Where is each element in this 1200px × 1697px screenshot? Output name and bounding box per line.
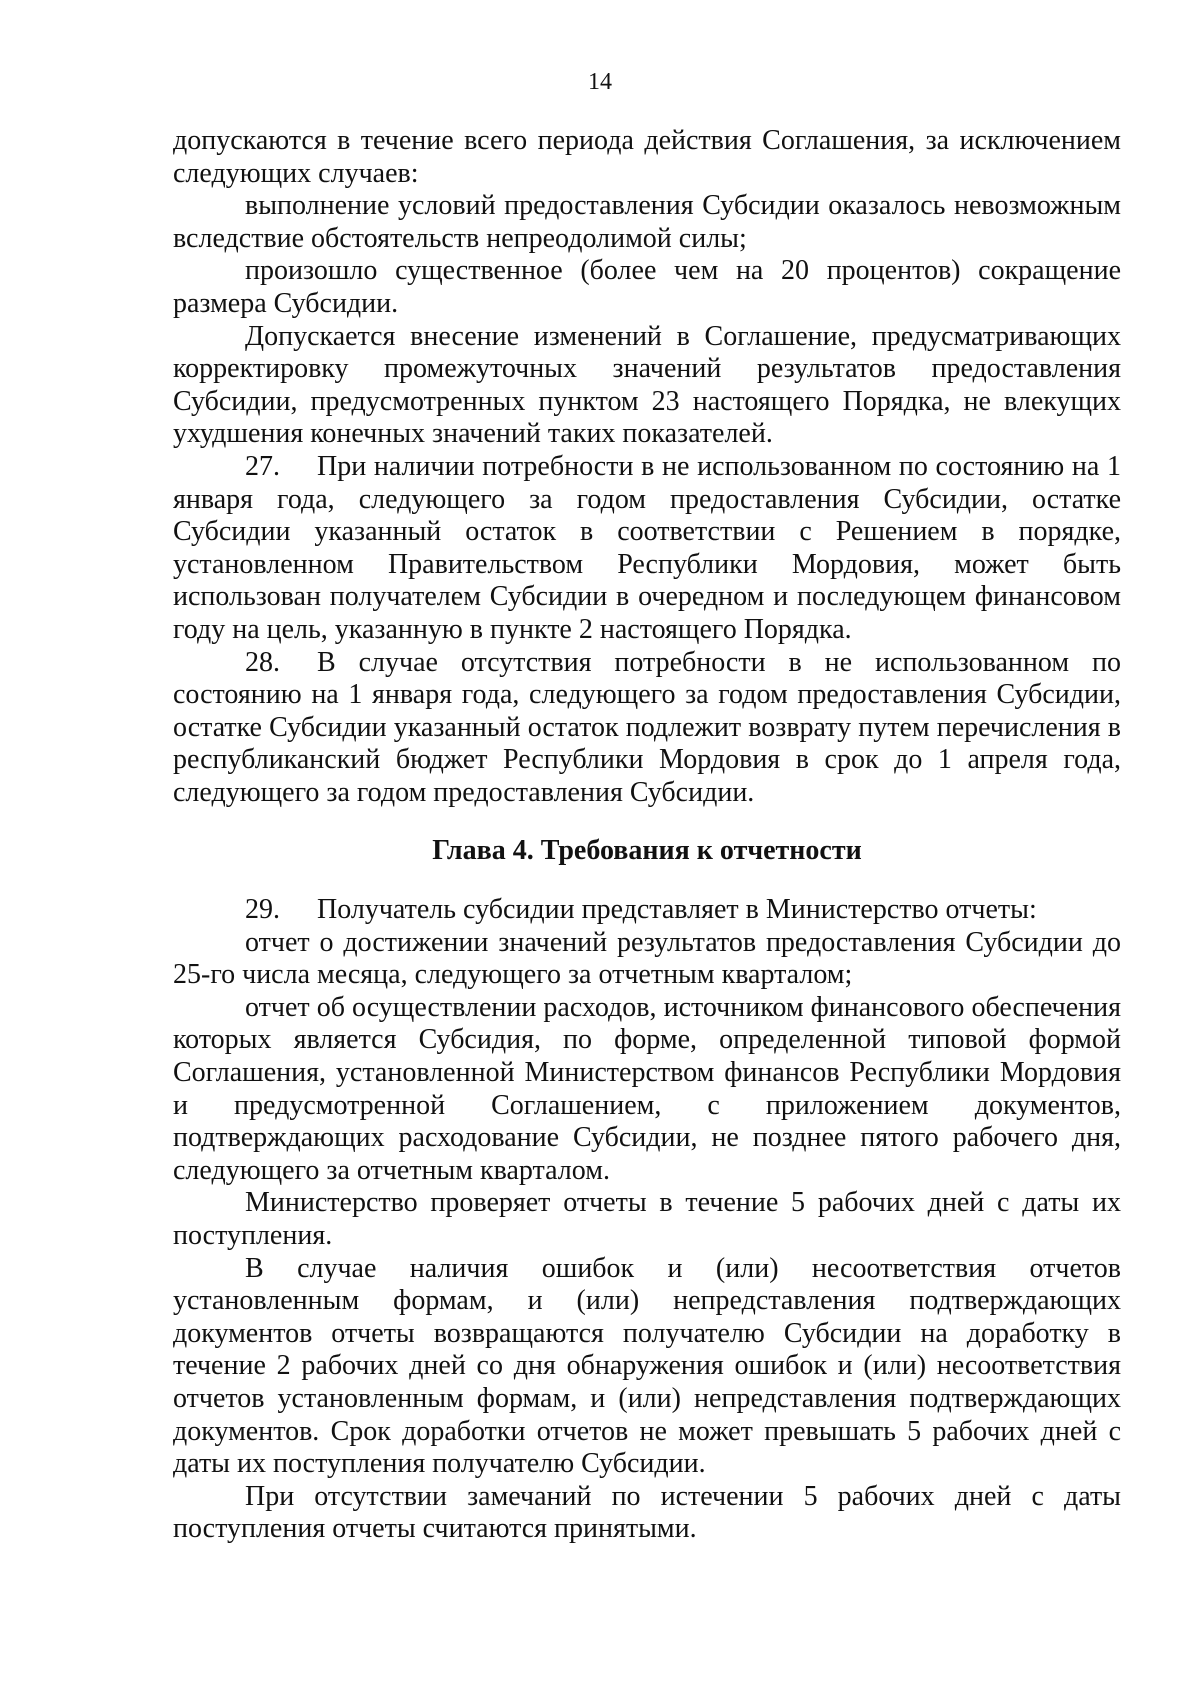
paragraph-results-report: отчет о достижении значений результатов предоставления Субсидии до 25-го числа месяца, следующего за отчетным кварталом;	[173, 926, 1121, 991]
paragraph-acceptance: При отсутствии замечаний по истечении 5 рабочих дней с даты поступления отчеты считаются принятыми.	[173, 1480, 1121, 1545]
item-29-text: Получатель субсидии представляет в Министерство отчеты:	[317, 894, 1037, 926]
page-number: 14	[588, 69, 612, 95]
chapter-heading: Глава 4. Требования к отчетности	[432, 835, 862, 867]
paragraph-continuation: допускаются в течение всего периода действия Соглашения, за исключением следующих случаев:	[173, 125, 1121, 189]
paragraph-subsidy-reduction: произошло существенное (более чем на 20 процентов) сокращение размера Субсидии.	[173, 255, 1121, 319]
item-28-number: 28.	[245, 646, 280, 678]
item-27	[173, 451, 1121, 647]
paragraph-ministry-check: Министерство проверяет отчеты в течение 5 рабочих дней с даты их поступления.	[173, 1187, 1121, 1251]
item-29-number: 29.	[245, 894, 280, 926]
item-27-text: При наличии потребности в не использованном по состоянию на 1 января года, следующего за годом предоставления Субсидии, остатке Субсидии указанный остаток в соответствии с Решением в порядке, установленном Правительством Республики Мордовия, может быть использован получателем Субсидии в очередном и последующем финансовом году на цель, указанную в пункте 2 настоящего Порядка.	[173, 450, 1121, 645]
item-28	[173, 647, 1121, 810]
paragraph-force-majeure: выполнение условий предоставления Субсидии оказалось невозможным вследствие обстоятельств непреодолимой силы;	[173, 190, 1121, 254]
paragraph-amendments: Допускается внесение изменений в Соглашение, предусматривающих корректировку промежуточных значений результатов предоставления Субсидии, предусмотренных пунктом 23 настоящего Порядка, не влекущих ухудшения конечных значений таких показателей.	[173, 320, 1121, 450]
document-body	[173, 125, 1121, 1546]
item-29	[173, 894, 1121, 927]
item-28-text: В случае отсутствия потребности в не использованном по состоянию на 1 января года, следующего за годом предоставления Субсидии, остатке Субсидии указанный остаток подлежит возврату путем перечисления в республиканский бюджет Республики Мордовия в срок до 1 апреля года, следующего за годом предоставления Субсидии.	[173, 646, 1121, 808]
paragraph-expenses-report: отчет об осуществлении расходов, источником финансового обеспечения которых является Субсидия, по форме, определенной типовой формой Соглашения, установленной Министерством финансов Республики Мордовия и предусмотренной Соглашением, с приложением документов, подтверждающих расходование Субсидии, не позднее пятого рабочего дня, следующего за отчетным кварталом.	[173, 991, 1121, 1186]
item-27-number: 27.	[245, 450, 280, 482]
paragraph-errors-return: В случае наличия ошибок и (или) несоответствия отчетов установленным формам, и (или) непредставления подтверждающих документов отчеты возвращаются получателю Субсидии на доработку в течение 2 рабочих дней со дня обнаружения ошибок и (или) несоответствия отчетов установленным формам, и (или) непредставления подтверждающих документов. Срок доработки отчетов не может превышать 5 рабочих дней с даты их поступления получателю Субсидии.	[173, 1252, 1121, 1480]
